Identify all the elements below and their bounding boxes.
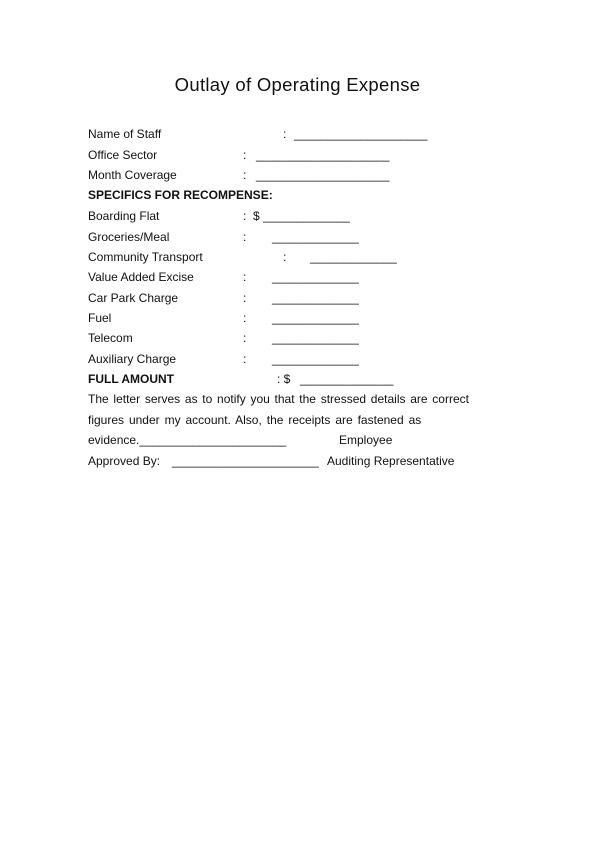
- total-separator: : $: [277, 372, 291, 386]
- expense-label: Telecom: [88, 331, 133, 345]
- telecom-blank[interactable]: _____________: [272, 331, 359, 345]
- field-separator: :: [243, 230, 247, 244]
- name-of-staff-blank[interactable]: ____________________: [294, 127, 428, 141]
- field-label: Month Coverage: [88, 168, 177, 182]
- expense-label: Groceries/Meal: [88, 230, 170, 244]
- groceries-blank[interactable]: _____________: [272, 230, 359, 244]
- expense-label: Fuel: [88, 311, 112, 325]
- employee-signature-line[interactable]: evidence.______________________: [88, 433, 287, 447]
- field-separator: :: [243, 148, 247, 162]
- month-coverage-blank[interactable]: ____________________: [256, 168, 390, 182]
- field-separator: :: [243, 352, 247, 366]
- total-amount-blank[interactable]: ______________: [300, 372, 394, 386]
- field-separator: :: [243, 270, 247, 284]
- total-label: FULL AMOUNT: [88, 372, 174, 386]
- employee-role-label: Employee: [339, 433, 393, 447]
- field-label: Name of Staff: [88, 127, 162, 141]
- field-separator: :: [283, 127, 287, 141]
- field-separator: :: [243, 168, 247, 182]
- expense-label: Boarding Flat: [88, 209, 160, 223]
- field-label: Office Sector: [88, 148, 158, 162]
- community-transport-blank[interactable]: _____________: [310, 250, 397, 264]
- expense-label: Auxiliary Charge: [88, 352, 177, 366]
- approver-signature-line[interactable]: ______________________: [172, 454, 319, 468]
- field-separator: :: [283, 250, 287, 264]
- boarding-flat-blank[interactable]: $ _____________: [253, 209, 350, 223]
- field-separator: :: [243, 291, 247, 305]
- car-park-blank[interactable]: _____________: [272, 291, 359, 305]
- approved-by-label: Approved By:: [88, 454, 161, 468]
- auxiliary-charge-blank[interactable]: _____________: [272, 352, 359, 366]
- document-title: Outlay of Operating Expense: [174, 74, 421, 95]
- auditing-representative-label: Auditing Representative: [327, 454, 455, 468]
- field-separator: :: [243, 209, 247, 223]
- field-separator: :: [243, 311, 247, 325]
- expense-label: Car Park Charge: [88, 291, 179, 305]
- expense-label: Community Transport: [88, 250, 203, 264]
- specifics-heading: SPECIFICS FOR RECOMPENSE:: [88, 188, 273, 202]
- fuel-blank[interactable]: _____________: [272, 311, 359, 325]
- value-added-excise-blank[interactable]: _____________: [272, 270, 359, 284]
- declaration-line-1: The letter serves as to notify you that the stressed details are correct: [88, 392, 469, 406]
- field-separator: :: [243, 331, 247, 345]
- office-sector-blank[interactable]: ____________________: [256, 148, 390, 162]
- expense-label: Value Added Excise: [88, 270, 194, 284]
- declaration-line-2: figures under my account. Also, the receipts are fastened as: [88, 413, 422, 427]
